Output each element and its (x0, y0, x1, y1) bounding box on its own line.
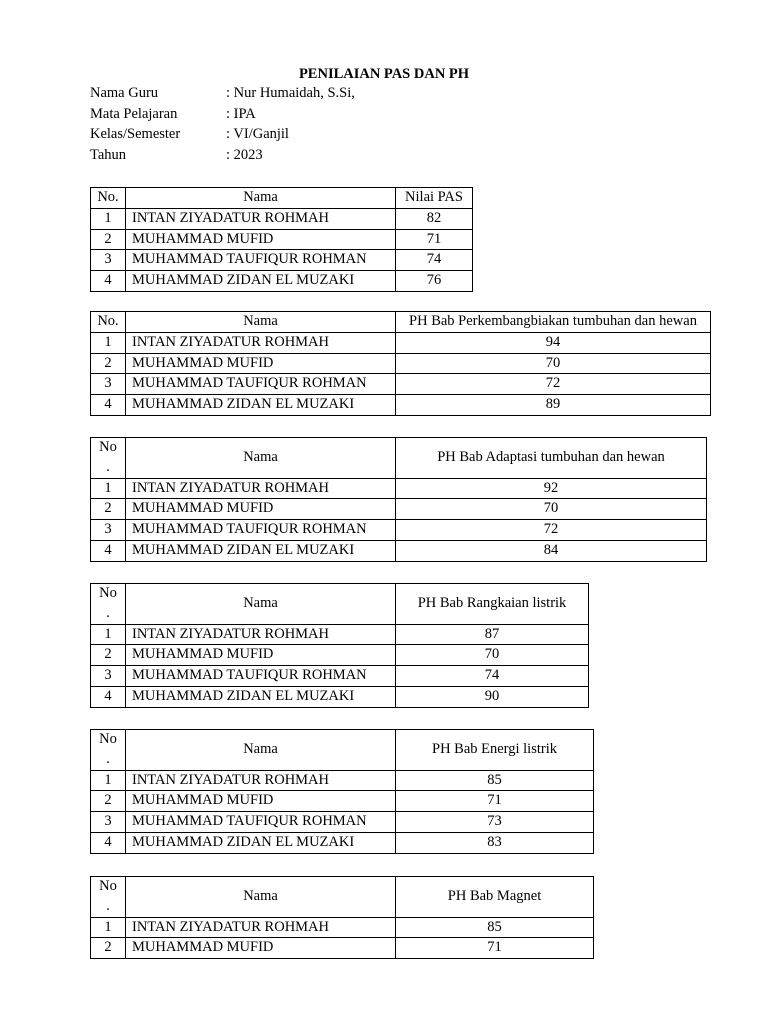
table-row (91, 832, 594, 853)
info-value: : Nur Humaidah, S.Si, (226, 85, 355, 101)
table-row (91, 645, 589, 666)
header-no-line1: No (99, 731, 117, 747)
cell-no: 2 (91, 353, 126, 374)
table-row (91, 271, 473, 292)
cell-score: 82 (396, 208, 473, 229)
cell-score: 70 (396, 499, 707, 520)
cell-score: 73 (396, 812, 594, 833)
cell-name: MUHAMMAD TAUFIQUR ROHMAN (126, 520, 396, 541)
cell-no: 2 (91, 791, 126, 812)
table-row (91, 624, 589, 645)
cell-score: 87 (396, 624, 589, 645)
cell-score: 94 (396, 332, 711, 353)
table-row (91, 395, 711, 416)
info-label: Kelas/Semester (90, 126, 181, 143)
table-row (91, 770, 594, 791)
table-row (91, 250, 473, 271)
cell-no: 3 (91, 812, 126, 833)
cell-name: MUHAMMAD ZIDAN EL MUZAKI (126, 540, 396, 561)
cell-name: INTAN ZIYADATUR ROHMAH (126, 770, 396, 791)
info-block (90, 83, 355, 166)
header-score: PH Bab Energi listrik (396, 730, 594, 771)
cell-score: 74 (396, 250, 473, 271)
cell-name: MUHAMMAD MUFID (126, 499, 396, 520)
cell-no: 1 (91, 624, 126, 645)
document-title: PENILAIAN PAS DAN PH (298, 66, 470, 82)
cell-name: MUHAMMAD ZIDAN EL MUZAKI (126, 395, 396, 416)
header-score: Nilai PAS (396, 188, 473, 209)
cell-no: 2 (91, 938, 126, 959)
table-row (91, 938, 594, 959)
header-name: Nama (126, 877, 396, 918)
cell-score: 89 (396, 395, 711, 416)
table-row (91, 666, 589, 687)
table-nilai-pas (90, 187, 473, 292)
cell-score: 92 (396, 478, 707, 499)
info-row-class-semester (90, 124, 355, 145)
cell-name: MUHAMMAD MUFID (126, 229, 396, 250)
cell-no: 2 (91, 645, 126, 666)
header-score: PH Bab Perkembangbiakan tumbuhan dan hewan (396, 312, 711, 333)
cell-name: MUHAMMAD TAUFIQUR ROHMAN (126, 374, 396, 395)
cell-no: 2 (91, 499, 126, 520)
cell-no: 4 (91, 271, 126, 292)
cell-no: 4 (91, 395, 126, 416)
cell-name: MUHAMMAD TAUFIQUR ROHMAN (126, 250, 396, 271)
header-no-line1: No (99, 585, 117, 601)
cell-no: 3 (91, 520, 126, 541)
table-row (91, 686, 589, 707)
header-score: PH Bab Magnet (396, 877, 594, 918)
cell-score: 72 (396, 520, 707, 541)
cell-no: 1 (91, 332, 126, 353)
table-ph-rangkaian-listrik (90, 583, 589, 708)
cell-score: 71 (396, 229, 473, 250)
header-name: Nama (126, 584, 396, 625)
header-no (91, 877, 126, 918)
info-value: : 2023 (226, 147, 263, 164)
table-row (91, 499, 707, 520)
table-header-row (91, 312, 711, 333)
header-no-line1: No (99, 439, 117, 455)
cell-name: INTAN ZIYADATUR ROHMAH (126, 478, 396, 499)
header-no-line2: . (106, 604, 110, 621)
header-name: Nama (126, 188, 396, 209)
cell-no: 1 (91, 770, 126, 791)
table-row (91, 208, 473, 229)
cell-name: MUHAMMAD TAUFIQUR ROHMAN (126, 812, 396, 833)
table-header-row (91, 730, 594, 771)
info-label: Mata Pelajaran (90, 105, 178, 122)
cell-score: 83 (396, 832, 594, 853)
info-label: Tahun (90, 147, 127, 164)
cell-name: MUHAMMAD MUFID (126, 938, 396, 959)
table-row (91, 229, 473, 250)
cell-score: 74 (396, 666, 589, 687)
cell-name: INTAN ZIYADATUR ROHMAH (126, 208, 396, 229)
header-no (91, 584, 126, 625)
table-row (91, 332, 711, 353)
table-row (91, 520, 707, 541)
table-header-row (91, 584, 589, 625)
cell-no: 1 (91, 917, 126, 938)
table-row (91, 478, 707, 499)
cell-no: 4 (91, 686, 126, 707)
info-row-subject (90, 104, 355, 125)
cell-no: 3 (91, 666, 126, 687)
table-ph-adaptasi (90, 437, 707, 562)
cell-score: 85 (396, 770, 594, 791)
cell-score: 90 (396, 686, 589, 707)
cell-score: 76 (396, 271, 473, 292)
header-no: No. (91, 188, 126, 209)
table-header-row (91, 438, 707, 479)
table-row (91, 917, 594, 938)
info-label: Nama Guru (90, 85, 159, 101)
cell-score: 70 (396, 353, 711, 374)
info-value: : IPA (226, 105, 256, 122)
header-name: Nama (126, 438, 396, 479)
cell-no: 3 (91, 374, 126, 395)
header-score: PH Bab Rangkaian listrik (396, 584, 589, 625)
header-no (91, 438, 126, 479)
cell-score: 84 (396, 540, 707, 561)
table-row (91, 353, 711, 374)
info-value: : VI/Ganjil (226, 126, 289, 143)
header-name: Nama (126, 730, 396, 771)
cell-no: 2 (91, 229, 126, 250)
cell-name: INTAN ZIYADATUR ROHMAH (126, 917, 396, 938)
table-row (91, 374, 711, 395)
table-header-row (91, 188, 473, 209)
cell-name: MUHAMMAD ZIDAN EL MUZAKI (126, 271, 396, 292)
cell-score: 70 (396, 645, 589, 666)
cell-name: MUHAMMAD MUFID (126, 645, 396, 666)
header-no-line2: . (106, 750, 110, 767)
table-ph-perkembangbiakan (90, 311, 711, 416)
cell-no: 1 (91, 478, 126, 499)
cell-name: MUHAMMAD ZIDAN EL MUZAKI (126, 686, 396, 707)
cell-no: 4 (91, 540, 126, 561)
header-name: Nama (126, 312, 396, 333)
table-header-row (91, 877, 594, 918)
cell-name: MUHAMMAD ZIDAN EL MUZAKI (126, 832, 396, 853)
table-row (91, 540, 707, 561)
table-ph-magnet (90, 876, 594, 959)
cell-name: INTAN ZIYADATUR ROHMAH (126, 332, 396, 353)
cell-name: MUHAMMAD TAUFIQUR ROHMAN (126, 666, 396, 687)
table-row (91, 791, 594, 812)
header-no (91, 730, 126, 771)
cell-score: 72 (396, 374, 711, 395)
cell-score: 71 (396, 938, 594, 959)
info-row-teacher (90, 83, 355, 104)
cell-name: INTAN ZIYADATUR ROHMAH (126, 624, 396, 645)
cell-score: 85 (396, 917, 594, 938)
info-row-year (90, 145, 355, 166)
cell-no: 4 (91, 832, 126, 853)
header-no-line2: . (106, 458, 110, 475)
header-score: PH Bab Adaptasi tumbuhan dan hewan (396, 438, 707, 479)
table-row (91, 812, 594, 833)
cell-name: MUHAMMAD MUFID (126, 791, 396, 812)
header-no-line1: No (99, 878, 117, 894)
cell-no: 3 (91, 250, 126, 271)
cell-name: MUHAMMAD MUFID (126, 353, 396, 374)
header-no: No. (91, 312, 126, 333)
cell-no: 1 (91, 208, 126, 229)
table-ph-energi-listrik (90, 729, 594, 854)
cell-score: 71 (396, 791, 594, 812)
header-no-line2: . (106, 897, 110, 914)
